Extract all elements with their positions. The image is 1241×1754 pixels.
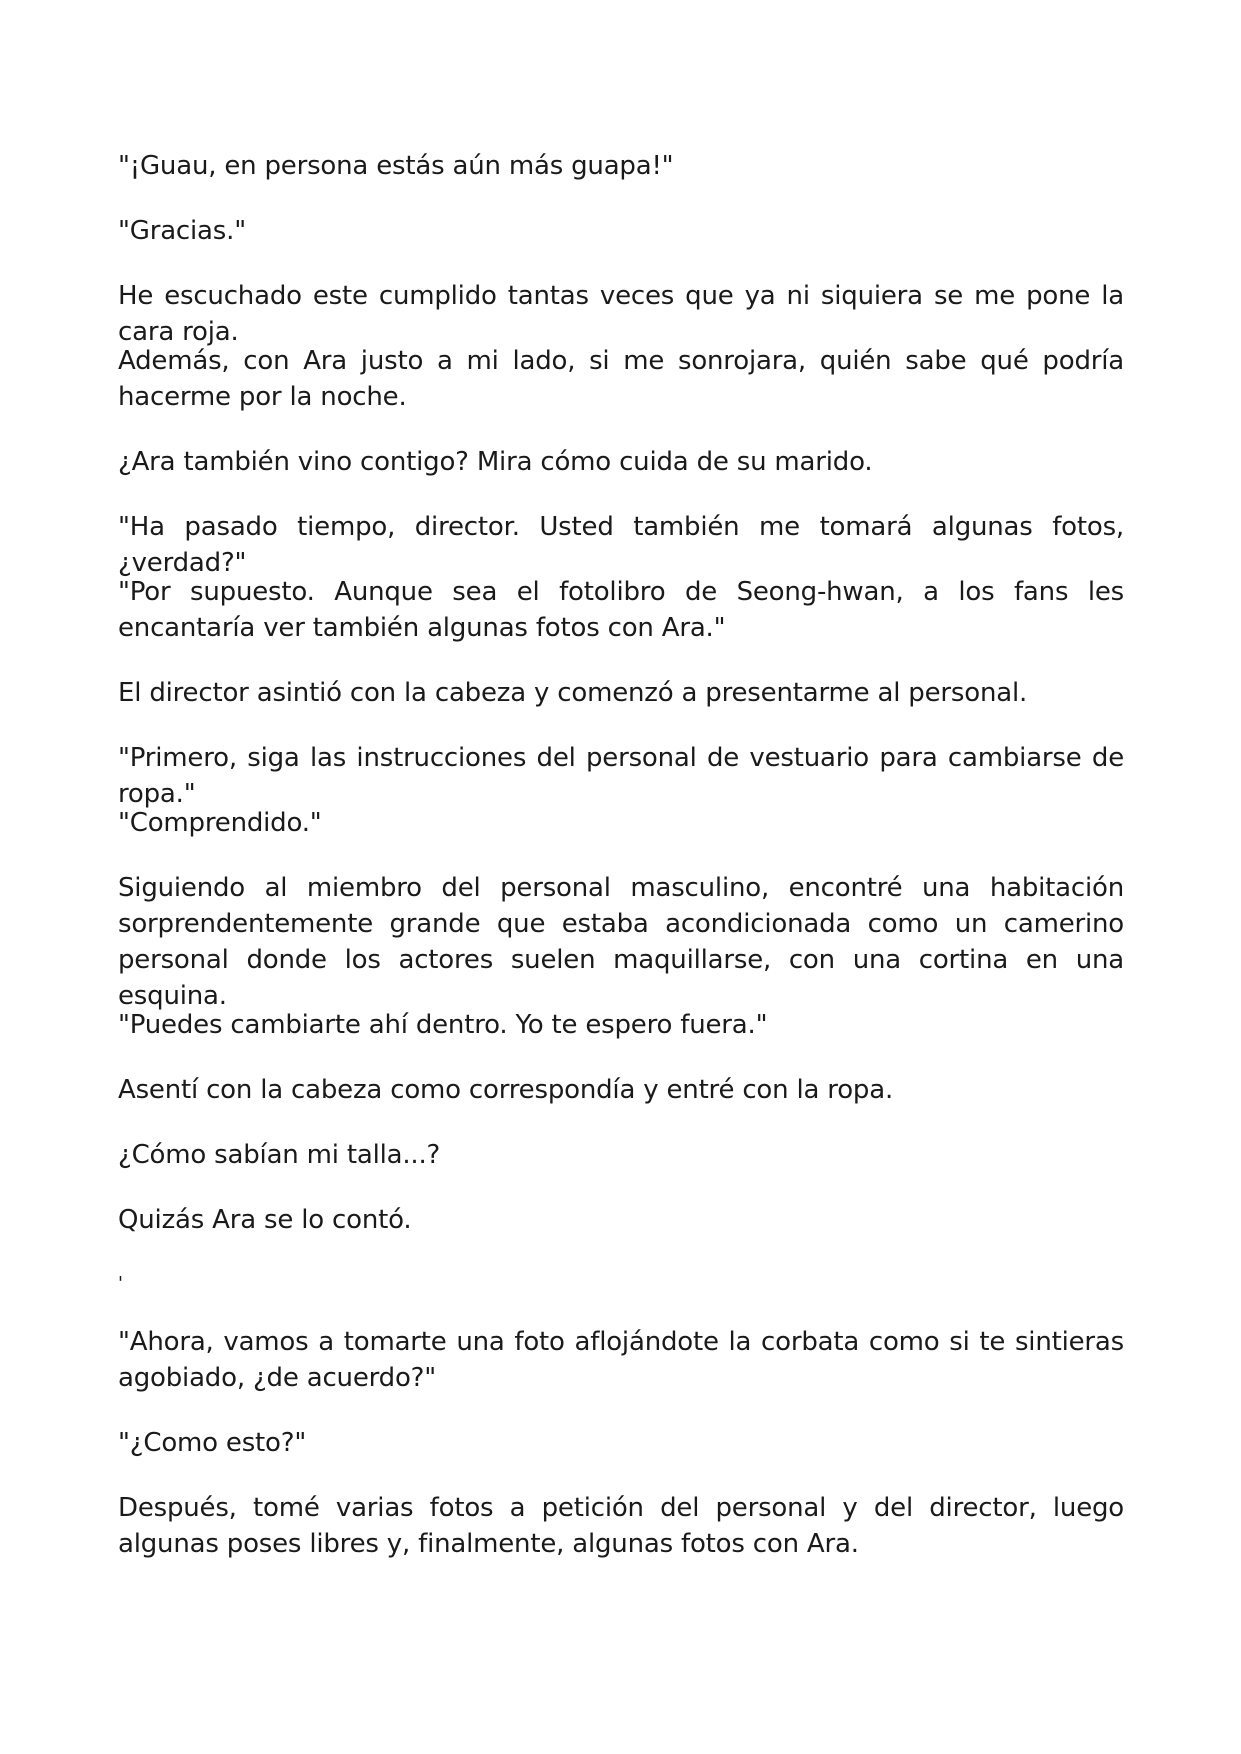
paragraph-1: "¡Guau, en persona estás aún más guapa!" [118, 151, 674, 181]
paragraph-16: "Ahora, vamos a tomarte una foto aflojándote la corbata como si te sintieras agobiado, ¿de acuerdo?" [118, 1327, 1124, 1393]
paragraph-4: Además, con Ara justo a mi lado, si me sonrojara, quién sabe qué podría hacerme por la noche. [118, 346, 1124, 412]
paragraph-13: Asentí con la cabeza como correspondía y entré con la ropa. [118, 1075, 894, 1105]
paragraph-8: El director asintió con la cabeza y comenzó a presentarme al personal. [118, 678, 1028, 708]
paragraph-6: "Ha pasado tiempo, director. Usted también me tomará algunas fotos, ¿verdad?" [118, 512, 1124, 578]
paragraph-5: ¿Ara también vino contigo? Mira cómo cuida de su marido. [118, 447, 873, 477]
stray-mark: ' [118, 1273, 123, 1294]
paragraph-18: Después, tomé varias fotos a petición del personal y del director, luego algunas poses libres y, finalmente, algunas fotos con Ara. [118, 1493, 1124, 1559]
paragraph-10: "Comprendido." [118, 808, 322, 838]
paragraph-11: Siguiendo al miembro del personal masculino, encontré una habitación sorprendentemente grande que estaba acondicionada como un camerino personal donde los actores suelen maquillarse, con una cortina en una esquina. [118, 873, 1124, 1011]
paragraph-2: "Gracias." [118, 216, 246, 246]
paragraph-14: ¿Cómo sabían mi talla...? [118, 1140, 441, 1170]
paragraph-7: "Por supuesto. Aunque sea el fotolibro de Seong-hwan, a los fans les encantaría ver también algunas fotos con Ara." [118, 577, 1124, 643]
paragraph-12: "Puedes cambiarte ahí dentro. Yo te espero fuera." [118, 1010, 768, 1040]
paragraph-9: "Primero, siga las instrucciones del personal de vestuario para cambiarse de ropa." [118, 743, 1124, 809]
paragraph-17: "¿Como esto?" [118, 1428, 307, 1458]
paragraph-15: Quizás Ara se lo contó. [118, 1205, 412, 1235]
paragraph-3: He escuchado este cumplido tantas veces que ya ni siquiera se me pone la cara roja. [118, 281, 1124, 347]
